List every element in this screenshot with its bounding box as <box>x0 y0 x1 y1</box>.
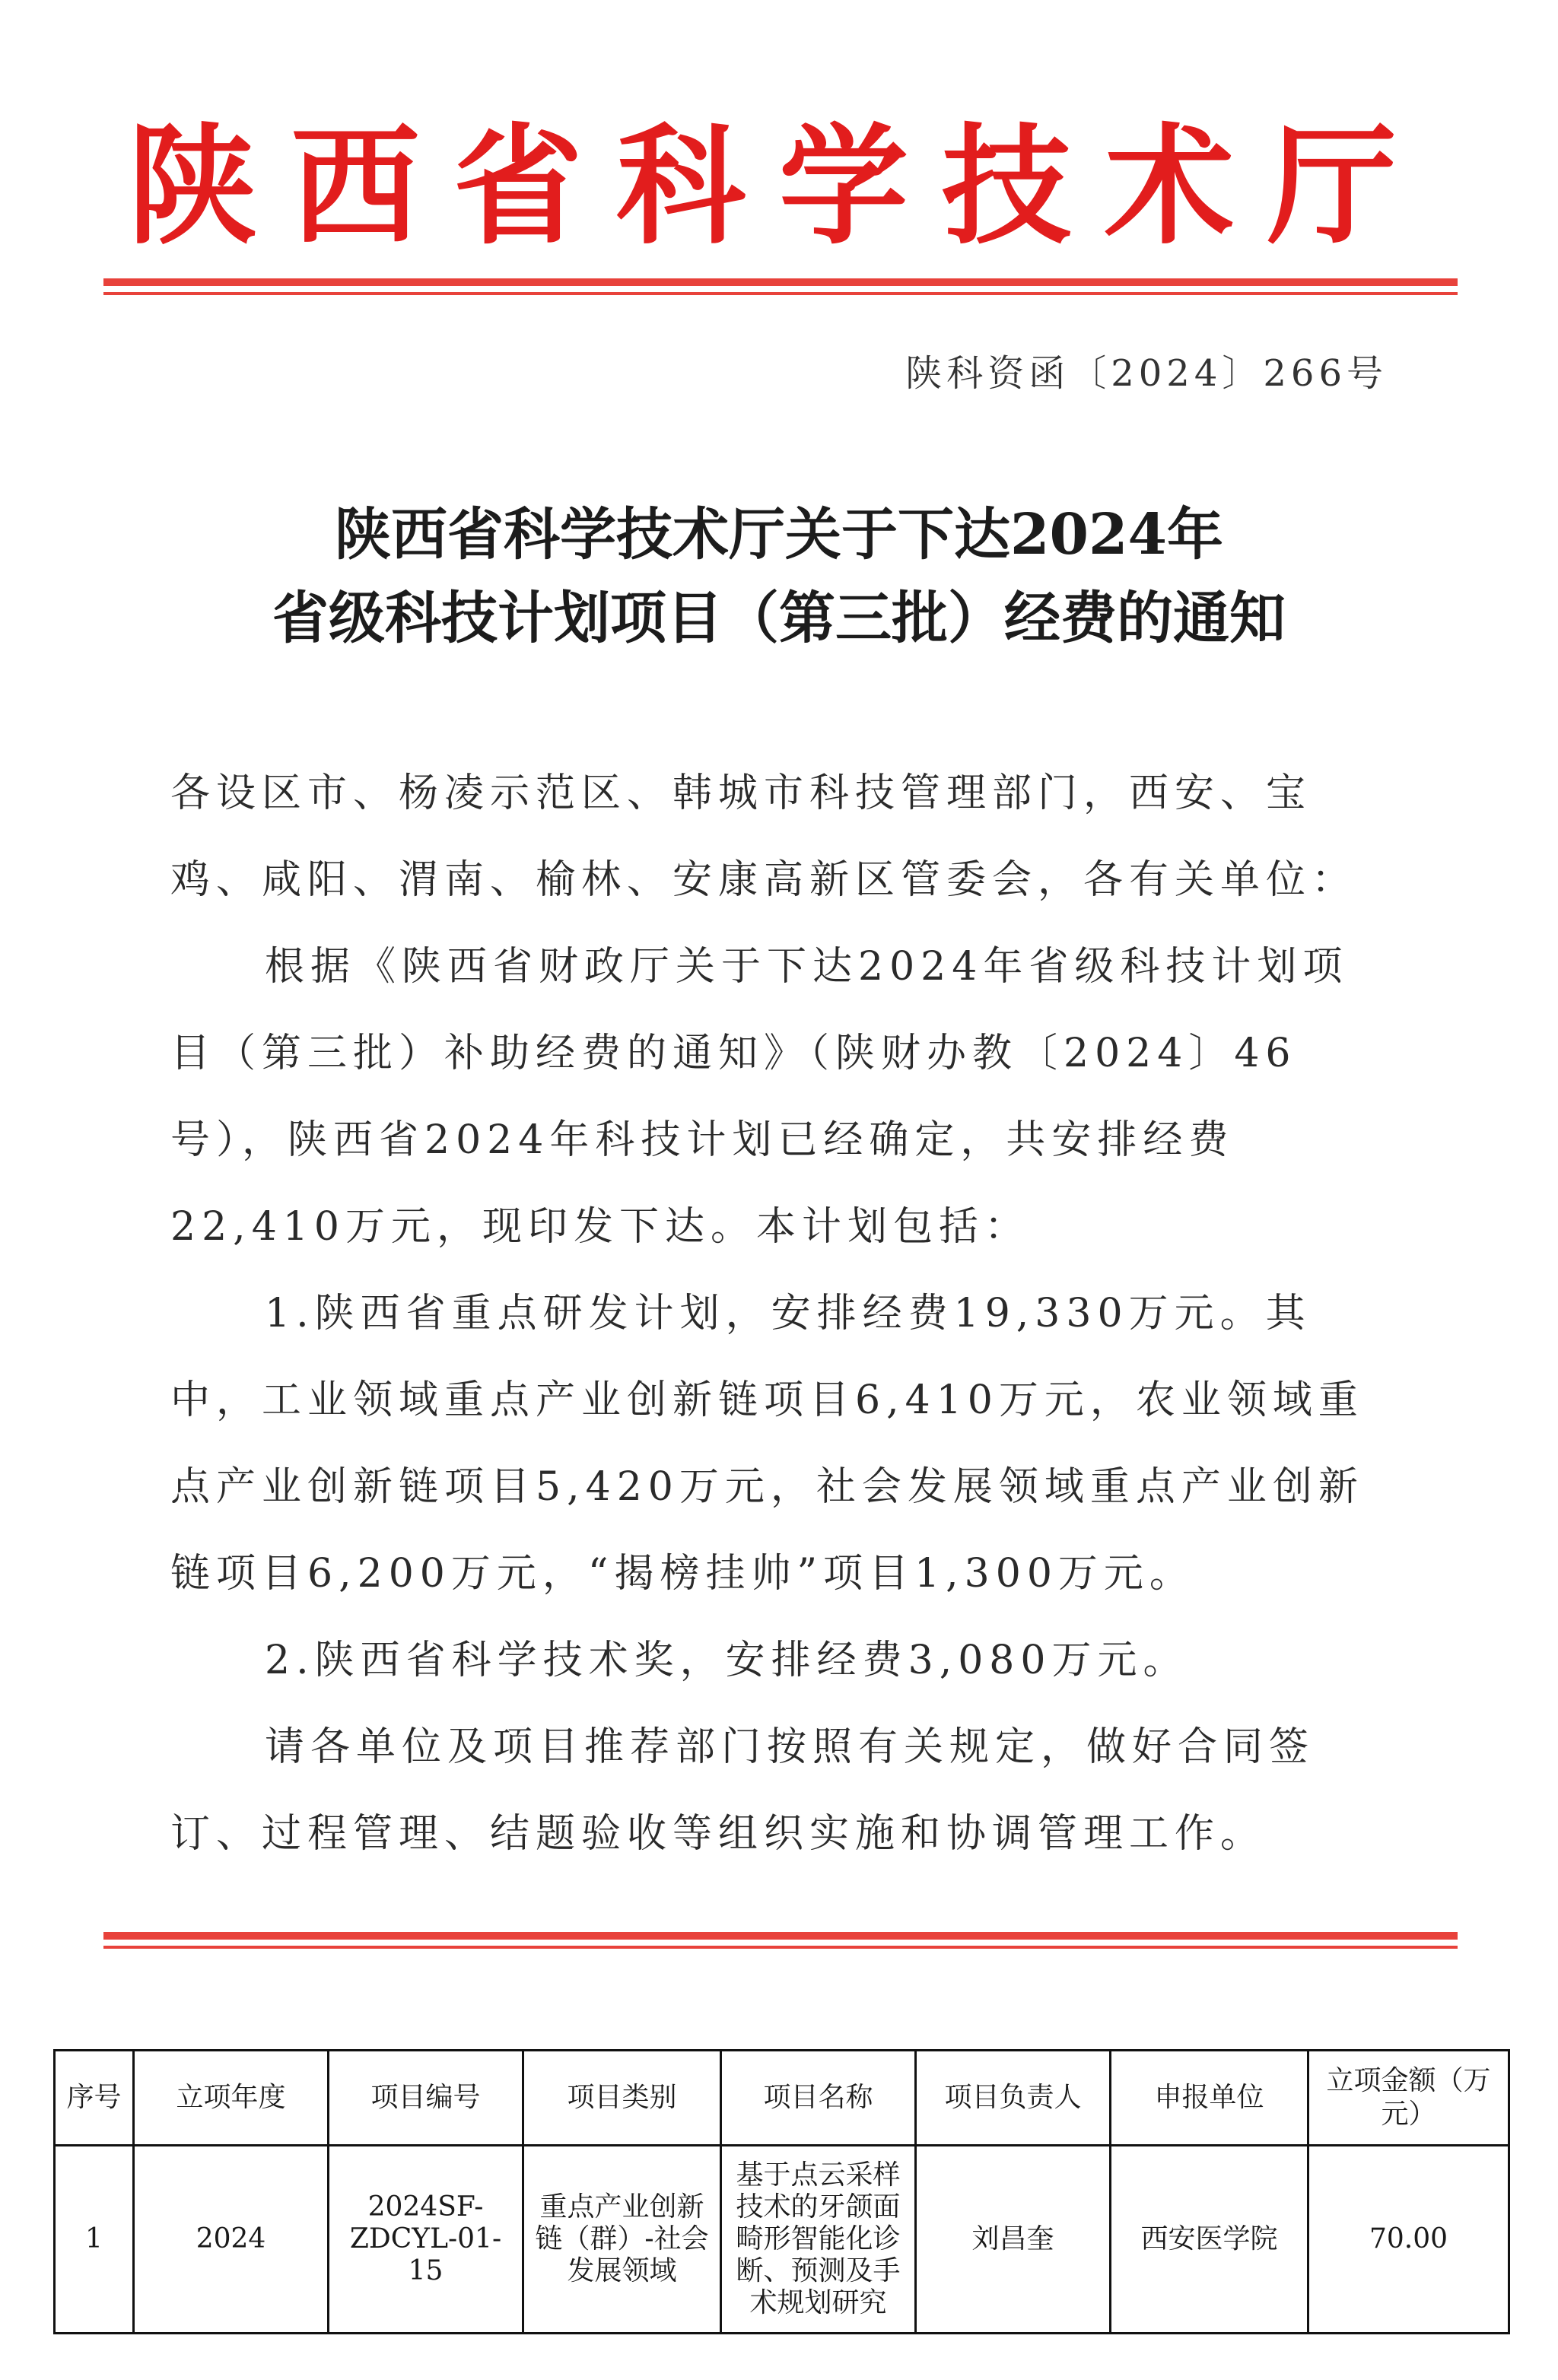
cell-year: 2024 <box>134 2146 329 2334</box>
cell-category: 重点产业创新链（群）-社会发展领域 <box>523 2146 721 2334</box>
column-header-project-code: 项目编号 <box>329 2051 523 2146</box>
header-red-rule <box>103 278 1458 295</box>
table-row <box>55 2146 1509 2334</box>
notice-title-line-2: 省级科技计划项目（第三批）经费的通知 <box>272 586 1286 651</box>
cell-amount: 70.00 <box>1308 2146 1509 2334</box>
column-header-category: 项目类别 <box>523 2051 721 2146</box>
column-header-project-name: 项目名称 <box>721 2051 916 2146</box>
agency-masthead: 陕西省科学技术厅 <box>127 110 1430 262</box>
footer-red-rule <box>103 1932 1458 1949</box>
project-funding-table <box>53 2049 1510 2334</box>
cell-leader: 刘昌奎 <box>916 2146 1111 2334</box>
table-header-row <box>55 2051 1509 2146</box>
body-paragraph-item-2: 2.陕西省科学技术奖，安排经费3,080万元。 <box>265 1638 1189 1683</box>
body-paragraph-item-1: 1.陕西省重点研发计划，安排经费19,330万元。其中，工业领域重点产业创新链项目6,410万元，农业领域重点产业创新链项目5,420万元，社会发展领域重点产业创新链项目6,200万元，“揭榜挂帅”项目1,300万元。 <box>170 1291 1364 1597</box>
column-header-index: 序号 <box>55 2051 134 2146</box>
column-header-year: 立项年度 <box>134 2051 329 2146</box>
body-paragraph-basis: 根据《陕西省财政厅关于下达2024年省级科技计划项目（第三批）补助经费的通知》（陕财办教〔2024〕46号），陕西省2024年科技计划已经确定，共安排经费22,410万元，现印发下达。本计划包括： <box>170 944 1349 1250</box>
cell-applicant: 西安医学院 <box>1111 2146 1308 2334</box>
addressee-paragraph: 各设区市、杨凌示范区、韩城市科技管理部门，西安、宝鸡、咸阳、渭南、榆林、安康高新区管委会，各有关单位： <box>170 771 1358 903</box>
body-paragraph-closing: 请各单位及项目推荐部门按照有关规定，做好合同签订、过程管理、结题验收等组织实施和协调管理工作。 <box>170 1724 1315 1857</box>
column-header-amount: 立项金额（万元） <box>1308 2051 1509 2146</box>
cell-project-name: 基于点云采样技术的牙颌面畸形智能化诊断、预测及手术规划研究 <box>721 2146 916 2334</box>
column-header-leader: 项目负责人 <box>916 2051 1111 2146</box>
notice-title-line-1: 陕西省科学技术厅关于下达2024年 <box>335 502 1223 567</box>
cell-index: 1 <box>55 2146 134 2334</box>
cell-project-code: 2024SF-ZDCYL-01-15 <box>329 2146 523 2334</box>
column-header-applicant: 申报单位 <box>1111 2051 1308 2146</box>
document-number: 陕科资函〔2024〕266号 <box>905 352 1388 395</box>
